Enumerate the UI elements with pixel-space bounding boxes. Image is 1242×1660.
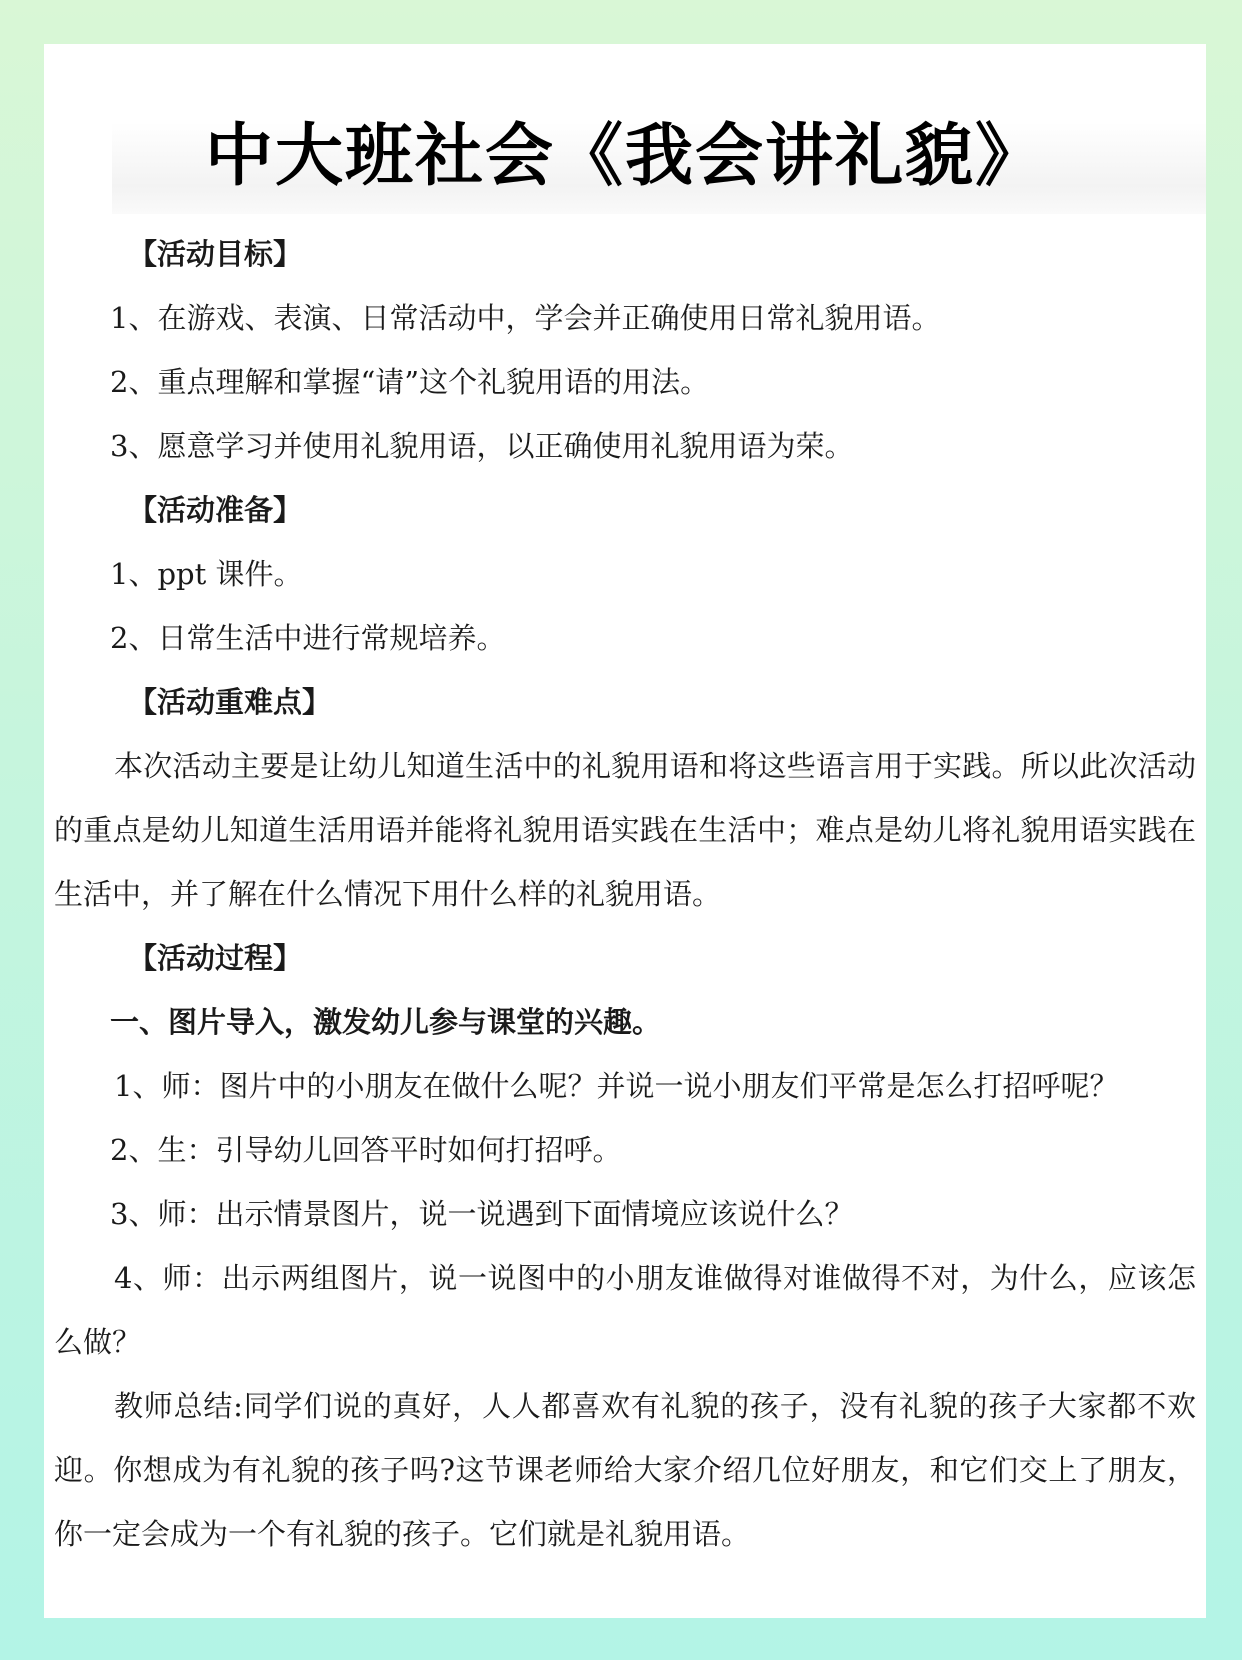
process-item: 2、生：引导幼儿回答平时如何打招呼。 [110, 1133, 622, 1167]
goal-item: 3、愿意学习并使用礼貌用语，以正确使用礼貌用语为荣。 [110, 429, 854, 463]
teacher-summary: 教师总结:同学们说的真好，人人都喜欢有礼貌的孩子，没有礼貌的孩子大家都不欢迎。你想成为有礼貌的孩子吗?这节课老师给大家介绍几位好朋友，和它们交上了朋友，你一定会成为一个有礼貌的孩子。它们就是礼貌用语。 [54, 1389, 1196, 1551]
document-body [54, 222, 1196, 1566]
prep-item: 2、日常生活中进行常规培养。 [110, 621, 506, 655]
section-heading-goals: 【活动目标】 [128, 237, 303, 271]
page-title: 中大班社会《我会讲礼貌》 [204, 117, 1045, 196]
section-heading-prep: 【活动准备】 [128, 493, 303, 527]
goal-item: 1、在游戏、表演、日常活动中，学会并正确使用日常礼貌用语。 [110, 301, 941, 335]
process-subheading: 一、图片导入，激发幼儿参与课堂的兴趣。 [110, 1005, 662, 1039]
document-sheet [44, 44, 1206, 1618]
prep-item: 1、ppt 课件。 [110, 557, 303, 591]
section-heading-process: 【活动过程】 [128, 941, 303, 975]
goal-item: 2、重点理解和掌握“请”这个礼貌用语的用法。 [110, 365, 710, 399]
process-item: 4、师：出示两组图片，说一说图中的小朋友谁做得对谁做得不对，为什么，应该怎么做？ [54, 1261, 1196, 1359]
key-paragraph: 本次活动主要是让幼儿知道生活中的礼貌用语和将这些语言用于实践。所以此次活动的重点是幼儿知道生活用语并能将礼貌用语实践在生活中；难点是幼儿将礼貌用语实践在生活中，并了解在什么情况下用什么样的礼貌用语。 [54, 749, 1196, 911]
process-item: 1、师：图片中的小朋友在做什么呢？并说一说小朋友们平常是怎么打招呼呢？ [114, 1069, 1119, 1103]
section-heading-key: 【活动重难点】 [128, 685, 332, 719]
process-item: 3、师：出示情景图片，说一说遇到下面情境应该说什么？ [110, 1197, 854, 1231]
